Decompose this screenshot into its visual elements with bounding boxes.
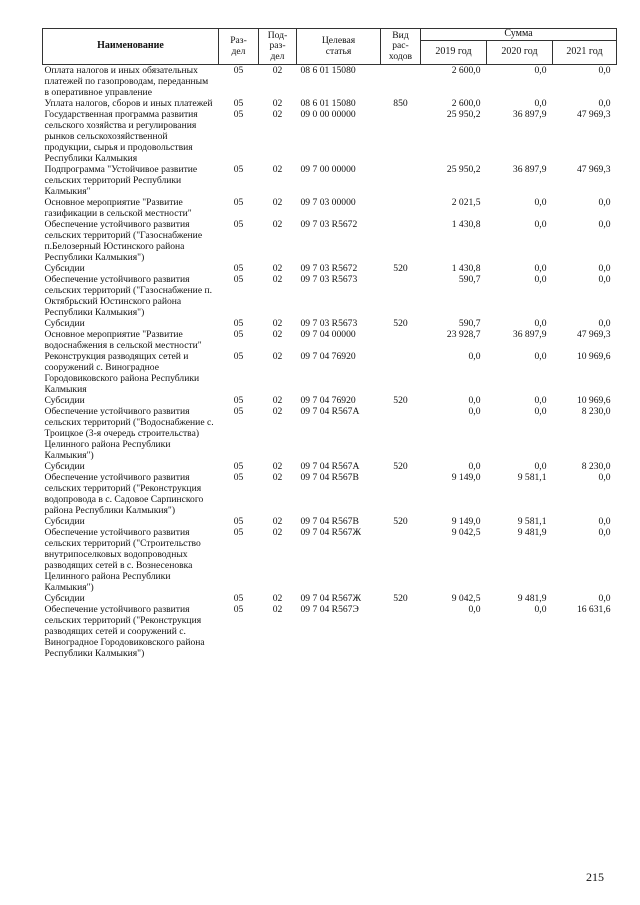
row-sum-2020: 0,0	[534, 351, 547, 362]
table-row	[43, 351, 617, 395]
row-sum-2019: 25 950,2	[446, 164, 481, 175]
row-target-article: 09 7 04 R567Ж	[300, 593, 362, 604]
row-target-article: 09 7 00 00000	[300, 164, 356, 175]
row-expense-type	[381, 197, 421, 219]
row-razdel: 05	[233, 461, 244, 472]
row-sum-2019: 0,0	[468, 406, 481, 417]
row-podrazdel: 02	[272, 274, 283, 285]
row-expense-type	[381, 65, 421, 99]
row-target-article: 08 6 01 15080	[300, 65, 356, 76]
row-sum-2019: 590,7	[458, 318, 481, 329]
row-podrazdel: 02	[272, 472, 283, 483]
table-row	[43, 516, 617, 527]
row-podrazdel: 02	[272, 263, 283, 274]
row-expense-type: 520	[393, 318, 408, 329]
row-razdel: 05	[233, 109, 244, 120]
row-podrazdel: 02	[272, 318, 283, 329]
row-sum-2021: 0,0	[598, 527, 611, 538]
row-name: Обеспечение устойчивого развития сельских территорий ("Газоснабжение п. Октябрьский Юстинского района Республики Калмыкия")	[44, 274, 213, 318]
row-razdel: 05	[233, 351, 244, 362]
row-name: Оплата налогов и иных обязательных платежей по газопроводам, переданным в оперативное управление	[44, 65, 209, 98]
row-sum-2019: 1 430,8	[451, 219, 481, 230]
table-body	[43, 65, 617, 660]
row-sum-2020: 0,0	[534, 65, 547, 76]
row-name: Субсидии	[44, 516, 85, 527]
row-target-article: 09 7 04 R567В	[300, 516, 359, 527]
row-target-article: 09 7 04 R567А	[300, 406, 360, 417]
row-podrazdel: 02	[272, 219, 283, 230]
row-podrazdel: 02	[272, 406, 283, 417]
header-razdel: Раз- дел	[219, 29, 259, 65]
row-sum-2021: 0,0	[598, 318, 611, 329]
row-sum-2020: 0,0	[534, 219, 547, 230]
row-expense-type	[381, 527, 421, 593]
row-target-article: 09 7 04 R567В	[300, 472, 359, 483]
budget-table	[42, 28, 617, 659]
row-sum-2020: 9 481,9	[517, 527, 547, 538]
row-expense-type	[381, 472, 421, 516]
row-sum-2021: 10 969,6	[576, 395, 611, 406]
header-statya: Целевая статья	[297, 29, 381, 65]
row-podrazdel: 02	[272, 395, 283, 406]
row-razdel: 05	[233, 98, 244, 109]
row-target-article: 09 7 04 00000	[300, 329, 356, 340]
row-sum-2020: 0,0	[534, 395, 547, 406]
row-sum-2020: 9 581,1	[517, 472, 547, 483]
table-row	[43, 109, 617, 164]
row-expense-type	[381, 351, 421, 395]
row-target-article: 09 7 04 76920	[300, 395, 356, 406]
row-sum-2019: 9 042,5	[451, 527, 481, 538]
row-podrazdel: 02	[272, 197, 283, 208]
row-sum-2021: 0,0	[598, 65, 611, 76]
row-razdel: 05	[233, 406, 244, 417]
row-expense-type	[381, 109, 421, 164]
row-sum-2019: 0,0	[468, 461, 481, 472]
row-sum-2021: 8 230,0	[581, 406, 611, 417]
row-sum-2019: 2 600,0	[451, 98, 481, 109]
row-sum-2020: 9 581,1	[517, 516, 547, 527]
row-sum-2020: 0,0	[534, 318, 547, 329]
row-name: Субсидии	[44, 395, 85, 406]
row-sum-2021: 47 969,3	[576, 109, 611, 120]
row-expense-type: 520	[393, 263, 408, 274]
row-sum-2020: 36 897,9	[512, 164, 547, 175]
row-target-article: 09 7 04 76920	[300, 351, 356, 362]
row-name: Субсидии	[44, 318, 85, 329]
row-sum-2019: 0,0	[468, 395, 481, 406]
row-expense-type: 520	[393, 516, 408, 527]
table-row	[43, 527, 617, 593]
row-name: Обеспечение устойчивого развития сельских территорий ("Реконструкция водопровода в с. Садовое Сарпинского района Республики Калмыкия")	[44, 472, 204, 516]
row-sum-2020: 0,0	[534, 274, 547, 285]
row-expense-type	[381, 274, 421, 318]
row-target-article: 09 0 00 00000	[300, 109, 356, 120]
row-expense-type: 520	[393, 461, 408, 472]
row-sum-2020: 0,0	[534, 461, 547, 472]
row-expense-type	[381, 604, 421, 659]
row-razdel: 05	[233, 329, 244, 340]
row-sum-2020: 0,0	[534, 406, 547, 417]
row-expense-type: 520	[393, 395, 408, 406]
table-row	[43, 406, 617, 461]
row-name: Субсидии	[44, 263, 85, 274]
row-podrazdel: 02	[272, 516, 283, 527]
row-sum-2021: 0,0	[598, 98, 611, 109]
row-razdel: 05	[233, 219, 244, 230]
row-sum-2019: 9 149,0	[451, 516, 481, 527]
row-target-article: 09 7 04 R567Э	[300, 604, 359, 615]
row-sum-2021: 16 631,6	[576, 604, 611, 615]
table-header	[43, 29, 617, 65]
row-expense-type	[381, 164, 421, 197]
row-sum-2019: 590,7	[458, 274, 481, 285]
row-podrazdel: 02	[272, 351, 283, 362]
row-name: Обеспечение устойчивого развития сельских территорий ("Реконструкция разводящих сетей и сооружений с. Виноградное Городовиковского района Республики Калмыкия")	[44, 604, 205, 659]
table-row	[43, 472, 617, 516]
row-sum-2020: 36 897,9	[512, 329, 547, 340]
row-podrazdel: 02	[272, 593, 283, 604]
row-sum-2021: 0,0	[598, 593, 611, 604]
row-name: Субсидии	[44, 461, 85, 472]
row-sum-2021: 0,0	[598, 472, 611, 483]
table-row	[43, 197, 617, 219]
row-sum-2019: 9 149,0	[451, 472, 481, 483]
header-2020: 2020 год	[487, 41, 553, 65]
page-number: 215	[586, 870, 604, 884]
row-podrazdel: 02	[272, 109, 283, 120]
row-sum-2020: 0,0	[534, 263, 547, 274]
row-razdel: 05	[233, 164, 244, 175]
row-razdel: 05	[233, 604, 244, 615]
header-podrazdel: Под- раз- дел	[259, 29, 297, 65]
row-expense-type: 850	[393, 98, 408, 109]
row-target-article: 09 7 03 R5673	[300, 318, 358, 329]
table-row	[43, 65, 617, 99]
row-sum-2021: 47 969,3	[576, 164, 611, 175]
row-name: Основное мероприятие "Развитие газификации в сельской местности"	[44, 197, 192, 219]
row-razdel: 05	[233, 593, 244, 604]
row-sum-2020: 0,0	[534, 98, 547, 109]
row-sum-2021: 0,0	[598, 219, 611, 230]
row-sum-2019: 2 021,5	[451, 197, 481, 208]
row-name: Уплата налогов, сборов и иных платежей	[44, 98, 213, 109]
row-razdel: 05	[233, 318, 244, 329]
row-podrazdel: 02	[272, 98, 283, 109]
row-podrazdel: 02	[272, 329, 283, 340]
header-2019: 2019 год	[421, 41, 487, 65]
table-row	[43, 219, 617, 263]
row-razdel: 05	[233, 395, 244, 406]
table-row	[43, 263, 617, 274]
table-row	[43, 318, 617, 329]
table-row	[43, 274, 617, 318]
row-podrazdel: 02	[272, 164, 283, 175]
row-name: Обеспечение устойчивого развития сельских территорий ("Строительство внутрипоселковых водопроводных разводящих сетей в с. Вознесеновка Целинного района Республики Калмыкия")	[44, 527, 201, 593]
row-expense-type	[381, 329, 421, 351]
row-sum-2021: 0,0	[598, 274, 611, 285]
row-name: Обеспечение устойчивого развития сельских территорий ("Газоснабжение п.Белозерный Юстинского района Республики Калмыкия")	[44, 219, 203, 263]
row-name: Основное мероприятие "Развитие водоснабжения в сельской местности"	[44, 329, 202, 351]
row-sum-2021: 10 969,6	[576, 351, 611, 362]
row-target-article: 09 7 04 R567А	[300, 461, 360, 472]
row-name: Субсидии	[44, 593, 85, 604]
table-row	[43, 593, 617, 604]
row-sum-2019: 23 928,7	[446, 329, 481, 340]
row-sum-2019: 0,0	[468, 351, 481, 362]
row-sum-2020: 0,0	[534, 197, 547, 208]
row-sum-2019: 0,0	[468, 604, 481, 615]
row-sum-2021: 47 969,3	[576, 329, 611, 340]
row-name: Подпрограмма "Устойчивое развитие сельских территорий Республики Калмыкия"	[44, 164, 198, 197]
row-target-article: 09 7 03 R5672	[300, 219, 358, 230]
header-2021: 2021 год	[553, 41, 617, 65]
row-target-article: 09 7 03 R5672	[300, 263, 358, 274]
row-sum-2021: 0,0	[598, 197, 611, 208]
row-razdel: 05	[233, 274, 244, 285]
table-row	[43, 164, 617, 197]
row-podrazdel: 02	[272, 65, 283, 76]
row-razdel: 05	[233, 516, 244, 527]
row-razdel: 05	[233, 197, 244, 208]
row-sum-2021: 8 230,0	[581, 461, 611, 472]
table-row	[43, 98, 617, 109]
row-razdel: 05	[233, 527, 244, 538]
header-vid: Вид рас- ходов	[381, 29, 421, 65]
table-row	[43, 461, 617, 472]
row-expense-type	[381, 406, 421, 461]
row-sum-2019: 2 600,0	[451, 65, 481, 76]
row-sum-2020: 9 481,9	[517, 593, 547, 604]
row-podrazdel: 02	[272, 527, 283, 538]
row-target-article: 09 7 04 R567Ж	[300, 527, 362, 538]
row-sum-2020: 36 897,9	[512, 109, 547, 120]
row-podrazdel: 02	[272, 461, 283, 472]
row-expense-type: 520	[393, 593, 408, 604]
table-row	[43, 604, 617, 659]
row-expense-type	[381, 219, 421, 263]
header-sum: Сумма	[421, 29, 617, 41]
row-name: Реконструкция разводящих сетей и сооружений с. Виноградное Городовиковского района Республики Калмыкия	[44, 351, 200, 395]
row-podrazdel: 02	[272, 604, 283, 615]
table-row	[43, 329, 617, 351]
row-sum-2021: 0,0	[598, 263, 611, 274]
row-target-article: 08 6 01 15080	[300, 98, 356, 109]
table-row	[43, 395, 617, 406]
row-sum-2019: 9 042,5	[451, 593, 481, 604]
row-name: Государственная программа развития сельского хозяйства и регулирования рынков сельскохозяйственной продукции, сырья и продовольствия Республики Калмыкия	[44, 109, 198, 164]
row-razdel: 05	[233, 65, 244, 76]
row-razdel: 05	[233, 472, 244, 483]
header-name: Наименование	[43, 29, 219, 65]
row-razdel: 05	[233, 263, 244, 274]
row-sum-2021: 0,0	[598, 516, 611, 527]
row-sum-2020: 0,0	[534, 604, 547, 615]
row-target-article: 09 7 03 00000	[300, 197, 356, 208]
row-name: Обеспечение устойчивого развития сельских территорий ("Водоснабжение с. Троицкое (3-я очередь строительства) Целинного района Республики Калмыкия")	[44, 406, 214, 461]
row-sum-2019: 25 950,2	[446, 109, 481, 120]
row-sum-2019: 1 430,8	[451, 263, 481, 274]
row-target-article: 09 7 03 R5673	[300, 274, 358, 285]
